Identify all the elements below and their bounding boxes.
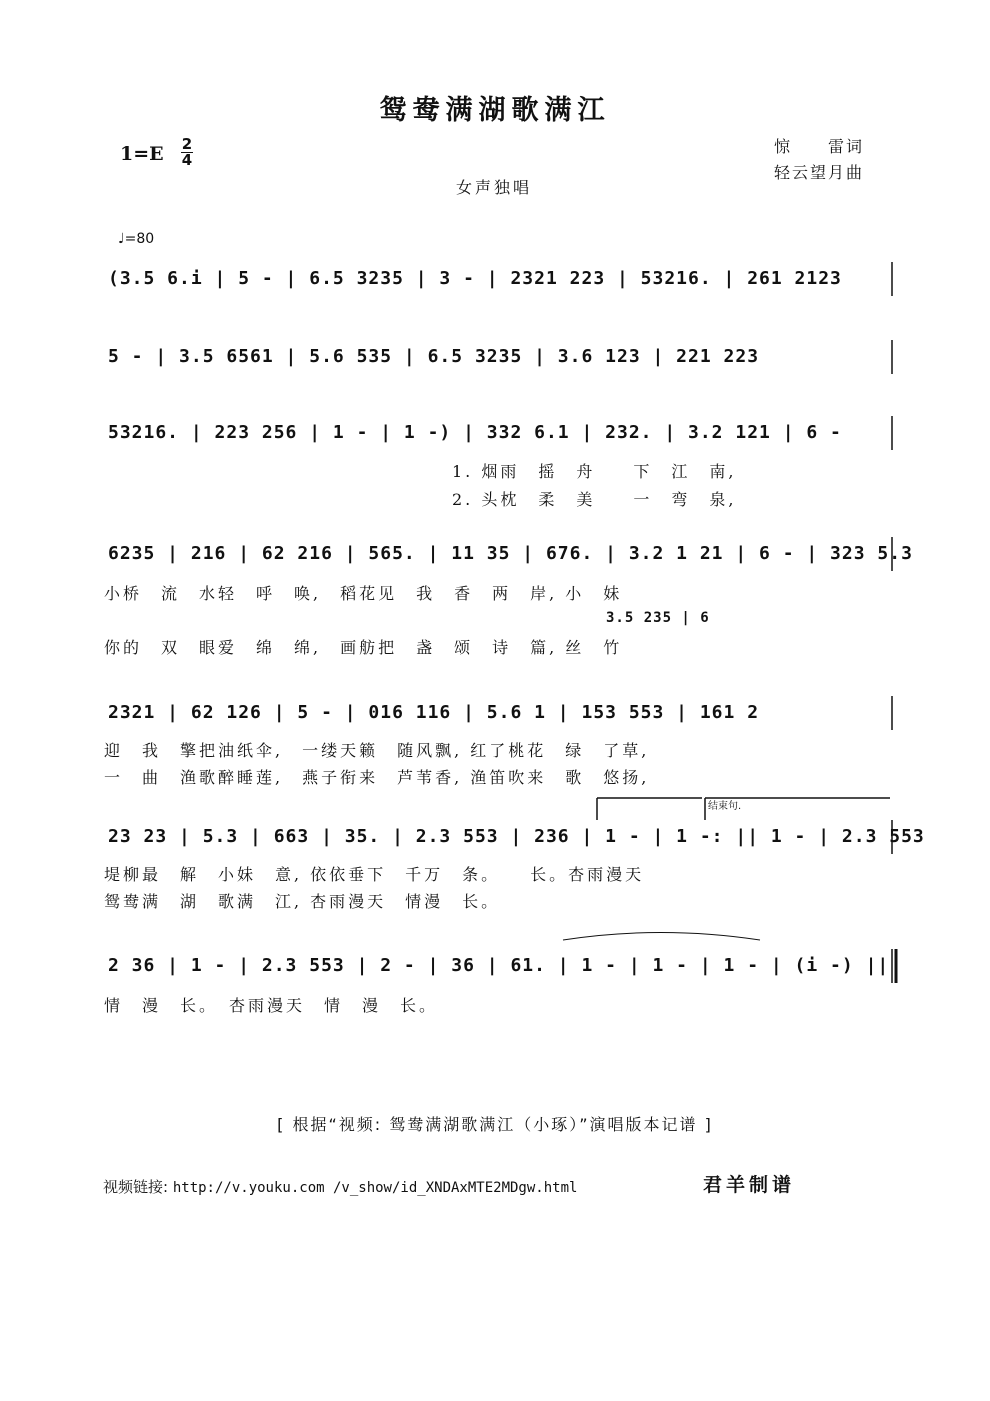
lyric-line-final: 情 漫 长。 杏雨漫天 情 漫 长。 — [104, 996, 439, 1015]
score-line-3: 53216. | 223 256 | 1 - | 1 -) | 332 6.1 | 232. | 3.2 121 | 6 - — [108, 422, 842, 443]
score-line-4-alt: 3.5 235 | 6 — [606, 610, 710, 626]
score-line-2: 5 - | 3.5 6561 | 5.6 535 | 6.5 3235 | 3.6 123 | 221 223 — [108, 346, 760, 367]
lyric-line-verse2-b: 你的 双 眼爱 绵 绵, 画舫把 盏 颂 诗 篇, 丝 竹 — [104, 638, 623, 657]
transcription-note: [ 根据“视频: 鸳鸯满湖歌满江（小琢）”演唱版本记谱 ] — [277, 1115, 713, 1134]
lyric-line-verse2-d: 鸳鸯满 湖 歌满 江, 杏雨漫天 情漫 长。 — [104, 892, 501, 911]
lyric-line-verse2-a: 2. 头枕 柔 美 一 弯 泉, — [452, 490, 737, 509]
video-link-url[interactable]: http://v.youku.com /v_show/id_XNDAxMTE2MDgw.html — [172, 1180, 578, 1196]
lyric-line-verse2-c: 一 曲 渔歌醉睡莲, 燕子衔来 芦苇香, 渔笛吹来 歌 悠扬, — [104, 768, 650, 787]
lyricist-credit: 惊 雷词 — [774, 137, 865, 156]
tempo-marking: ♩=80 — [118, 231, 155, 247]
video-link-label: 视频链接: — [103, 1178, 169, 1196]
ending-label: 结束句. — [708, 801, 742, 812]
time-numerator: 2 — [181, 135, 193, 153]
score-line-4: 6235 | 216 | 62 216 | 565. | 11 35 | 676. | 3.2 1 21 | 6 - | 323 5.3 — [108, 543, 913, 564]
score-line-7: 2 36 | 1 - | 2.3 553 | 2 - | 36 | 61. | 1 - | 1 - | 1 - | (i -) || — [108, 955, 890, 976]
lyric-line-verse1-c: 迎 我 擎把油纸伞, 一缕天籁 随风飘, 红了桃花 绿 了草, — [104, 741, 650, 760]
video-link-row — [103, 1176, 577, 1197]
time-signature — [180, 137, 194, 168]
time-denominator: 4 — [181, 151, 193, 169]
score-line-5: 2321 | 62 126 | 5 - | 016 116 | 5.6 1 | 153 553 | 161 2 — [108, 702, 760, 723]
lyric-line-verse1-b: 小桥 流 水轻 呼 唤, 稻花见 我 香 两 岸, 小 妹 — [104, 584, 623, 603]
song-title: 鸳鸯满湖歌满江 — [379, 95, 611, 126]
score-line-1: (3.5 6.i | 5 - | 6.5 3235 | 3 - | 2321 223 | 53216. | 261 2123 — [108, 268, 842, 289]
score-line-6: 23 23 | 5.3 | 663 | 35. | 2.3 553 | 236 | 1 - | 1 -: || 1 - | 2.3 553 — [108, 826, 925, 847]
performance-type: 女声独唱 — [456, 178, 533, 197]
transcriber-signature: 君羊制谱 — [703, 1174, 796, 1196]
key-signature: 1=E — [120, 143, 164, 165]
lyric-line-verse1-a: 1. 烟雨 摇 舟 下 江 南, — [452, 462, 737, 481]
lyric-line-verse1-d: 堤柳最 解 小妹 意, 依依垂下 千万 条。 长。杏雨漫天 — [104, 865, 645, 884]
composer-credit: 轻云望月曲 — [774, 163, 865, 182]
